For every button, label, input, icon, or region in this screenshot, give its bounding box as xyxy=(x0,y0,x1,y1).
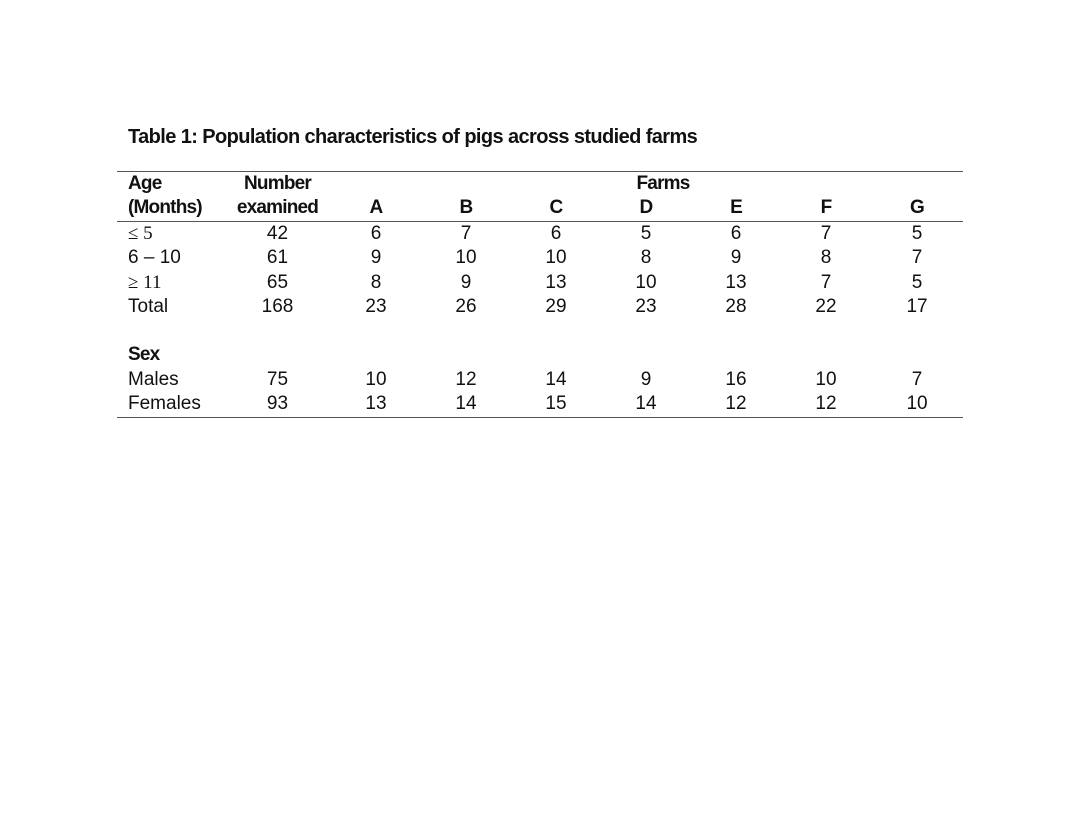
farm-cell: 10 xyxy=(871,392,963,417)
examined-cell: 61 xyxy=(266,247,289,269)
farm-header-a: A xyxy=(331,196,421,221)
row-label: 6 – 10 xyxy=(128,247,181,269)
farm-header-e: E xyxy=(691,196,781,221)
header-row-1 xyxy=(117,172,963,197)
header-row-2 xyxy=(117,196,963,221)
examined-cell: 93 xyxy=(224,392,331,417)
farm-cell: 6 xyxy=(730,222,742,244)
table-row xyxy=(117,392,963,417)
farm-cell: 10 xyxy=(455,247,477,269)
row-label: Total xyxy=(128,296,169,318)
examined-cell: 42 xyxy=(266,222,289,244)
farm-cell: 10 xyxy=(545,247,567,269)
farm-cell: 7 xyxy=(820,222,832,244)
farm-cell: 7 xyxy=(460,222,472,244)
farm-cell: 7 xyxy=(911,247,923,269)
farm-cell: 8 xyxy=(370,271,382,293)
farm-cell: 7 xyxy=(820,271,832,293)
examined-cell: 75 xyxy=(266,368,289,390)
farm-cell: 9 xyxy=(730,247,742,269)
row-label: Males xyxy=(128,368,179,390)
farm-cell: 14 xyxy=(601,392,691,417)
farm-cell: 14 xyxy=(545,368,567,390)
farm-header-b: B xyxy=(421,196,511,221)
farm-cell: 9 xyxy=(370,247,382,269)
farm-cell: 9 xyxy=(640,368,652,390)
number-header: Number xyxy=(224,172,331,197)
population-table xyxy=(117,171,963,418)
section-heading-row xyxy=(117,343,963,367)
row-label: ≥ 11 xyxy=(128,271,162,293)
farms-group-header: Farms xyxy=(331,172,963,197)
table-row xyxy=(117,246,963,270)
farm-cell: 6 xyxy=(550,222,562,244)
farm-cell: 5 xyxy=(640,222,652,244)
row-label: Females xyxy=(117,392,224,417)
farm-cell: 10 xyxy=(635,271,657,293)
farm-cell: 6 xyxy=(370,222,382,244)
farm-cell: 8 xyxy=(820,247,832,269)
farm-cell: 9 xyxy=(460,271,472,293)
farm-cell: 13 xyxy=(545,271,567,293)
farm-cell: 28 xyxy=(725,296,747,318)
farm-cell: 12 xyxy=(455,368,477,390)
farm-cell: 17 xyxy=(906,296,928,318)
farm-cell: 16 xyxy=(725,368,747,390)
farm-cell: 13 xyxy=(725,271,747,293)
total-row xyxy=(117,295,963,319)
farm-cell: 5 xyxy=(911,271,923,293)
farm-cell: 5 xyxy=(911,222,923,244)
table-row xyxy=(117,271,963,295)
farm-cell: 15 xyxy=(511,392,601,417)
farm-cell: 22 xyxy=(815,296,837,318)
age-header: Age xyxy=(117,172,224,197)
farm-cell: 13 xyxy=(331,392,421,417)
farm-cell: 8 xyxy=(640,247,652,269)
farm-cell: 29 xyxy=(545,296,567,318)
row-label: ≤ 5 xyxy=(128,222,153,244)
farm-cell: 12 xyxy=(691,392,781,417)
examined-header: examined xyxy=(224,196,331,221)
farm-header-c: C xyxy=(511,196,601,221)
table-row xyxy=(117,221,963,246)
age-unit-header: (Months) xyxy=(117,196,224,221)
farm-cell: 26 xyxy=(455,296,477,318)
sex-section-heading: Sex xyxy=(128,344,160,366)
farm-cell: 10 xyxy=(815,368,837,390)
farm-header-d: D xyxy=(601,196,691,221)
examined-cell: 168 xyxy=(261,296,294,318)
table-row xyxy=(117,368,963,392)
farm-cell: 7 xyxy=(911,368,923,390)
section-spacer xyxy=(117,319,963,343)
farm-cell: 14 xyxy=(421,392,511,417)
farm-header-g: G xyxy=(871,196,963,221)
farm-cell: 10 xyxy=(365,368,387,390)
farm-cell: 12 xyxy=(781,392,871,417)
examined-cell: 65 xyxy=(266,271,289,293)
farm-header-f: F xyxy=(781,196,871,221)
table-title: Table 1: Population characteristics of pigs across studied farms xyxy=(128,126,698,148)
farm-cell: 23 xyxy=(365,296,387,318)
farm-cell: 23 xyxy=(635,296,657,318)
